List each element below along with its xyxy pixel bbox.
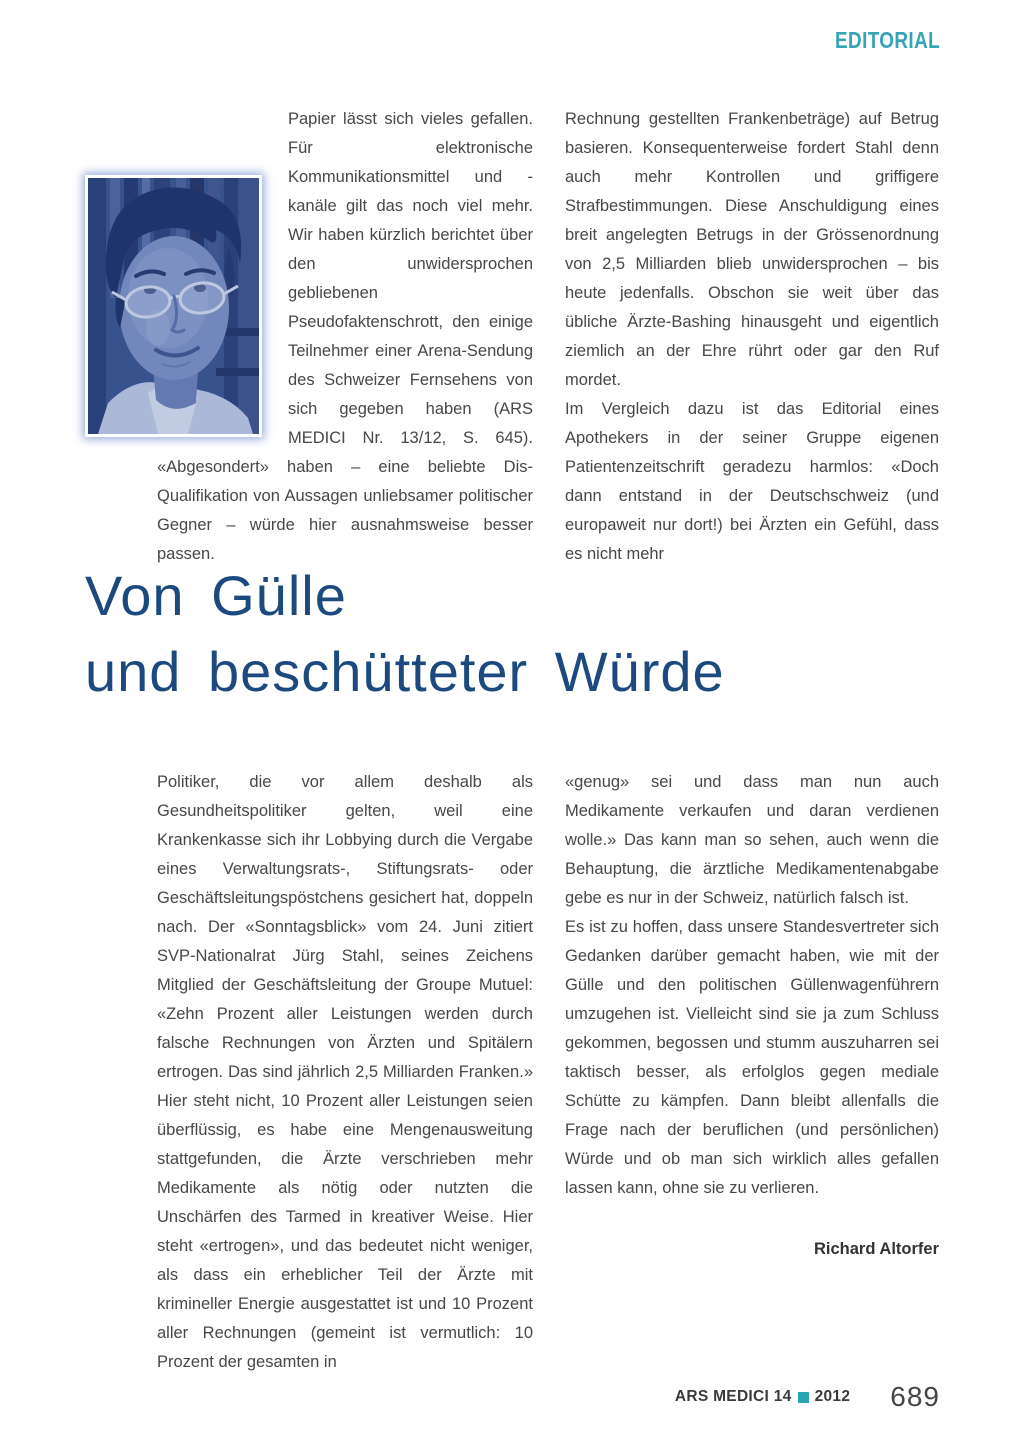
author-byline: Richard Altorfer bbox=[814, 1240, 939, 1258]
page-title bbox=[85, 558, 725, 710]
page-number: 689 bbox=[890, 1381, 940, 1412]
section-label-editorial: EDITORIAL bbox=[835, 27, 940, 53]
body-left-paragraph: Politiker, die vor allem deshalb als Gesundheitspolitiker gelten, weil eine Krankenkasse sich ihr Lobbying durch die Vergabe eines Verwaltungsrats-, Stiftungsrats- oder Geschäftsleitungspöstchens gesichert hat, doppeln nach. Der «Sonntagsblick» vom 24. Juni zitiert SVP-Nationalrat Jürg Stahl, seines Zeichens Mitglied der Geschäftsleitung der Groupe Mutuel: «Zehn Prozent aller Leistungen werden durch falsche Rechnungen von Ärzten und Spitälern ertrogen. Das sind jährlich 2,5 Milliarden Franken.» Hier steht nicht, 10 Prozent aller Leistungen seien überflüssig, es habe eine Mengenausweitung stattgefunden, die Ärzte verschrieben mehr Medikamente als nötig oder nutzten die Unschärfen des Tarmed in kreativer Weise. Hier steht «ertrogen», und das bedeutet nicht weniger, als dass ein erheblicher Teil der Ärzte mit krimineller Energie ausgestattet ist und 10 Prozent aller Rechnungen (gemeint ist vermutlich: 10 Prozent der gesamten in bbox=[157, 773, 533, 1371]
page-title-line1: Von Gülle bbox=[85, 564, 347, 627]
body-right-paragraph-2: Es ist zu hoffen, dass unsere Standesvertreter sich Gedanken darüber gemacht haben, wie mit der Gülle und den politischen Güllenwagenführern umzugehen ist. Vielleicht sind sie ja zum Schluss gekommen, begossen und stumm auszuharren sei taktisch besser, als erfolglos gegen mediale Schütte zu kämpfen. Dann bleibt allenfalls die Frage nach der beruflichen (und persönlichen) Würde und ob man sich wirklich alles gefallen lassen kann, ohne sie zu verlieren. bbox=[565, 918, 939, 1197]
intro-right-paragraph-2: Im Vergleich dazu ist das Editorial eines Apothekers in der seiner Gruppe eigenen Patientenzeitschrift geradezu harmlos: «Doch dann entstand in der Deutschschweiz (und europaweit nur dort!) bei Ärzten ein Gefühl, dass es nicht mehr bbox=[565, 400, 939, 563]
teal-square-icon bbox=[798, 1392, 809, 1403]
body-left-column bbox=[157, 768, 533, 1377]
intro-left-paragraph: Papier lässt sich vieles gefallen. Für elektronische Kommunikationsmittel und -kanäle gilt das noch viel mehr. Wir haben kürzlich berichtet über den unwidersprochen gebliebenen Pseudofaktenschrott, den einige Teilnehmer einer Arena-Sendung des Schweizer Fernsehens von sich gegeben haben (ARS MEDICI Nr. 13/12, S. 645). «Abgesondert» haben – eine beliebte Dis-Qualifikation von Aussagen unliebsamer politischer Gegner – würde hier ausnahmsweise besser passen. bbox=[157, 110, 533, 563]
page-footer bbox=[675, 1381, 940, 1413]
journal-issue-line bbox=[675, 1388, 850, 1406]
intro-left-column bbox=[157, 105, 533, 569]
intro-right-column bbox=[565, 105, 939, 569]
journal-name: ARS MEDICI 14 bbox=[674, 1388, 792, 1405]
body-right-paragraph-1: «genug» sei und dass man nun auch Medikamente verkaufen und daran verdienen wolle.» Das kann man so sehen, auch wenn die Behauptung, die ärztliche Medikamentenabgabe gebe es nur in der Schweiz, natürlich falsch ist. bbox=[565, 773, 939, 907]
body-right-column bbox=[565, 768, 939, 1203]
author-portrait-photo bbox=[85, 175, 262, 437]
intro-right-paragraph-1: Rechnung gestellten Frankenbeträge) auf Betrug basieren. Konsequenterweise fordert Stahl denn auch mehr Kontrollen und griffigere Strafbestimmungen. Diese Anschuldigung eines breit angelegten Betrugs in der Grössenordnung von 2,5 Milliarden blieb unwidersprochen – bis heute jedenfalls. Obschon sie weit über das übliche Ärzte-Bashing hinausgeht und eigentlich ziemlich an der Ehre rührt oder gar den Ruf mordet. bbox=[565, 110, 939, 389]
portrait-illustration bbox=[88, 178, 259, 434]
page-title-line2: und beschütteter Würde bbox=[85, 640, 725, 703]
journal-year: 2012 bbox=[814, 1388, 851, 1405]
